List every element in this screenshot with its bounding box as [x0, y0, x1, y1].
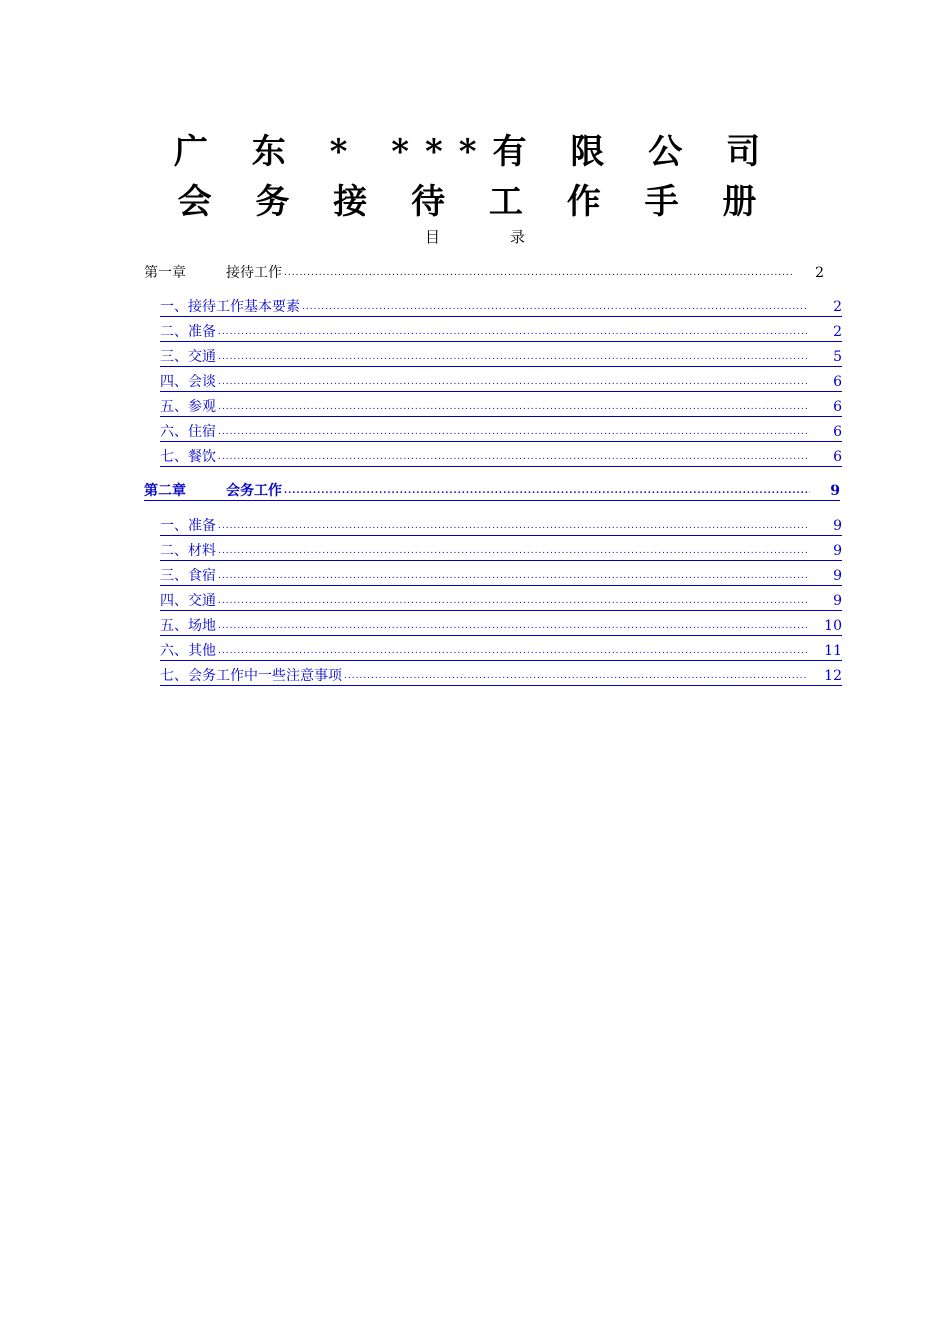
page-number: 6	[833, 399, 842, 415]
toc-link-label: 四、会谈	[160, 374, 216, 390]
company-title: 广 东 * ***有 限 公 司	[173, 132, 777, 172]
dot-leader	[218, 450, 808, 464]
toc-link-label: 三、食宿	[160, 568, 216, 584]
dot-leader	[218, 619, 808, 633]
chapter-title: 接待工作	[226, 265, 282, 281]
toc-chapter-1[interactable]	[144, 262, 824, 282]
toc-heading: 目录	[424, 228, 595, 246]
dot-leader	[284, 484, 810, 498]
toc-link-label: 一、接待工作基本要素	[160, 299, 300, 315]
toc-link-1-6[interactable]	[160, 421, 842, 442]
toc-link-2-7[interactable]	[160, 665, 842, 686]
dot-leader	[218, 594, 808, 608]
toc-chapter-2[interactable]	[144, 480, 840, 501]
manual-title: 会 务 接 待 工 作 手 册	[177, 182, 773, 222]
page-number: 6	[833, 424, 842, 440]
toc-link-1-4[interactable]	[160, 371, 842, 392]
page-number: 5	[833, 349, 842, 365]
page-number: 10	[824, 618, 842, 634]
toc-link-2-6[interactable]	[160, 640, 842, 661]
toc-link-1-3[interactable]	[160, 346, 842, 367]
toc-link-label: 七、会务工作中一些注意事项	[160, 668, 342, 684]
dot-leader	[218, 400, 808, 414]
page-number: 6	[833, 449, 842, 465]
chapter-number: 第一章	[144, 265, 186, 281]
toc-link-label: 一、准备	[160, 518, 216, 534]
toc-link-label: 六、其他	[160, 643, 216, 659]
page-number: 9	[833, 568, 842, 584]
chapter-number: 第二章	[144, 483, 186, 499]
toc-link-2-3[interactable]	[160, 565, 842, 586]
page-number: 6	[833, 374, 842, 390]
page-number: 9	[833, 518, 842, 534]
page-number: 2	[833, 299, 842, 315]
toc-link-2-2[interactable]	[160, 540, 842, 561]
toc-link-label: 二、材料	[160, 543, 216, 559]
toc-link-label: 四、交通	[160, 593, 216, 609]
dot-leader	[284, 266, 794, 280]
toc-link-1-7[interactable]	[160, 446, 842, 467]
toc-link-label: 五、场地	[160, 618, 216, 634]
dot-leader	[218, 425, 808, 439]
page-number: 2	[815, 265, 824, 281]
dot-leader	[344, 669, 808, 683]
dot-leader	[218, 325, 808, 339]
dot-leader	[302, 300, 808, 314]
toc-link-label: 六、住宿	[160, 424, 216, 440]
page-number: 12	[824, 668, 842, 684]
toc-link-1-5[interactable]	[160, 396, 842, 417]
page-number: 9	[833, 593, 842, 609]
dot-leader	[218, 644, 808, 658]
page-number: 2	[833, 324, 842, 340]
page-number: 9	[830, 483, 840, 499]
toc-link-2-4[interactable]	[160, 590, 842, 611]
toc-link-label: 五、参观	[160, 399, 216, 415]
dot-leader	[218, 519, 808, 533]
chapter-title: 会务工作	[226, 483, 282, 499]
toc-link-1-1[interactable]	[160, 296, 842, 317]
dot-leader	[218, 569, 808, 583]
toc-link-2-1[interactable]	[160, 515, 842, 536]
dot-leader	[218, 375, 808, 389]
page-number: 9	[833, 543, 842, 559]
toc-link-label: 三、交通	[160, 349, 216, 365]
toc-link-label: 七、餐饮	[160, 449, 216, 465]
dot-leader	[218, 350, 808, 364]
toc-link-2-5[interactable]	[160, 615, 842, 636]
dot-leader	[218, 544, 808, 558]
page-number: 11	[824, 643, 842, 659]
toc-link-label: 二、准备	[160, 324, 216, 340]
toc-link-1-2[interactable]	[160, 321, 842, 342]
